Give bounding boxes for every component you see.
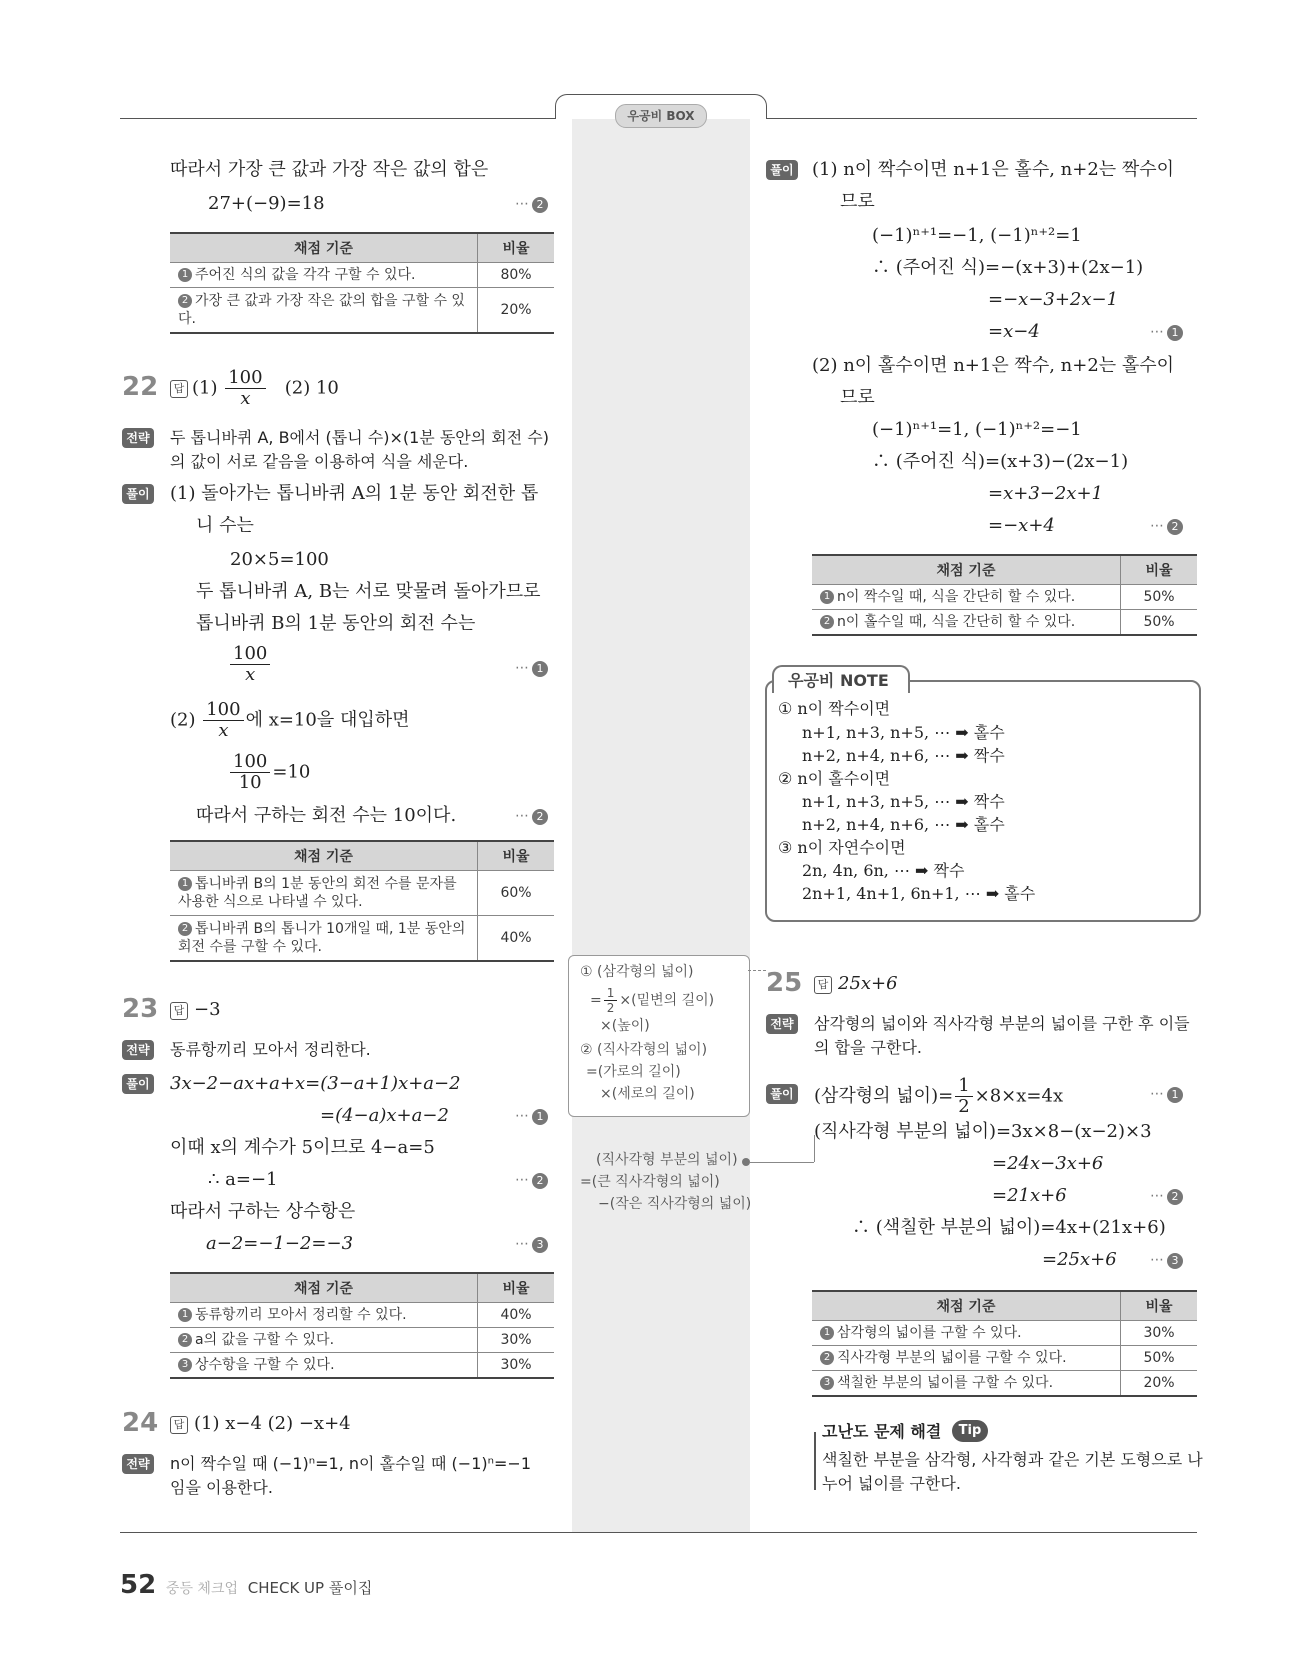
step-marker: ⋯ 2 xyxy=(515,1172,548,1189)
answer-25: 25x+6 xyxy=(838,973,898,994)
page-number: 52 xyxy=(120,1570,157,1600)
note-line: n+2, n+4, n+6, ⋯ ➡ 홀수 xyxy=(802,815,1005,834)
series-name: 중등 체크업 xyxy=(165,1581,238,1597)
middle-column-band xyxy=(572,112,750,1532)
sol-22-l7: $\frac{100}{10}$ =10 xyxy=(228,752,310,793)
step-marker: ⋯ 1 xyxy=(515,1108,548,1125)
sol-24-l1: (1) n이 짝수이면 n+1은 홀수, n+2는 짝수이 xyxy=(812,159,1175,180)
note-line: n+2, n+4, n+6, ⋯ ➡ 짝수 xyxy=(802,746,1005,765)
sol-25-l5: ∴ (색칠한 부분의 넓이)=4x+(21x+6) xyxy=(852,1217,1166,1238)
table-row: 2 톱니바퀴 B의 톱니가 10개일 때, 1분 동안의 회전 수를 구할 수 있다. 40% xyxy=(170,916,554,962)
side-note-line: (직사각형 부분의 넓이) xyxy=(596,1152,738,1168)
note-line: ③ n이 자연수이면 xyxy=(778,838,906,857)
step-marker: ⋯ 2 xyxy=(515,196,548,213)
grading-table-22 xyxy=(170,840,554,962)
answer-icon: 답 xyxy=(170,380,188,398)
side-note-line: −(작은 직사각형의 넓이) xyxy=(598,1196,752,1212)
connector-dot xyxy=(742,1158,750,1166)
strategy-24-line1: n이 짝수일 때 (−1)ⁿ=1, n이 홀수일 때 (−1)ⁿ=−1 xyxy=(170,1454,531,1473)
table-row: 2 a의 값을 구할 수 있다. 30% xyxy=(170,1328,554,1353)
connector xyxy=(750,1162,814,1163)
sol-25-l6: =25x+6 xyxy=(1042,1249,1117,1270)
step-marker: ⋯ 3 xyxy=(515,1236,548,1253)
sol-24-l10: ∴ (주어진 식)=(x+3)−(2x−1) xyxy=(872,451,1129,472)
connector xyxy=(748,970,766,971)
answer-icon: 답 xyxy=(814,976,832,994)
grading-table-24 xyxy=(812,554,1197,636)
tip-line1: 색칠한 부분을 삼각형, 사각형과 같은 기본 도형으로 나 xyxy=(822,1450,1203,1469)
sol-25-l1: (삼각형의 넓이)= $\frac{1}{2}$ ×8×x=4x xyxy=(814,1075,1064,1117)
strategy-tag: 전략 xyxy=(766,1014,798,1034)
grading-table-21 xyxy=(170,232,554,334)
table-row: 1 n이 짝수일 때, 식을 간단히 할 수 있다. 50% xyxy=(812,585,1197,610)
sol-22-l6: (2) $\frac{100}{x}$ 에 x=10을 대입하면 xyxy=(170,699,410,741)
strategy-tag: 전략 xyxy=(122,1454,154,1474)
strategy-22-line1: 두 톱니바퀴 A, B에서 (톱니 수)×(1분 동안의 회전 수) xyxy=(170,428,550,447)
table-row: 2 가장 큰 값과 가장 작은 값의 합을 구할 수 있다. 20% xyxy=(170,288,554,334)
side-note-line: ① (삼각형의 넓이) xyxy=(580,964,694,980)
table-header: 채점 기준 xyxy=(170,233,478,263)
answer-icon: 답 xyxy=(170,1416,188,1434)
table-row: 2 직사각형 부분의 넓이를 구할 수 있다. 50% xyxy=(812,1346,1197,1371)
strategy-22-line2: 의 값이 서로 같음을 이용하여 식을 세운다. xyxy=(170,452,469,471)
side-note-line: = $\frac{1}{2}$ ×(밑변의 길이) xyxy=(590,986,715,1015)
problem-number-22: 22 xyxy=(122,372,159,402)
strategy-25-line1: 삼각형의 넓이와 직사각형 부분의 넓이를 구한 후 이들 xyxy=(814,1014,1190,1033)
sol-24-l12: =−x+4 xyxy=(988,515,1055,536)
answer-24: (1) x−4 (2) −x+4 xyxy=(194,1413,351,1434)
grading-table-25 xyxy=(812,1290,1197,1397)
table-row: 1 주어진 식의 값을 각각 구할 수 있다. 80% xyxy=(170,263,554,288)
solution-tag: 풀이 xyxy=(766,160,798,180)
intro-eq: 27+(−9)=18 xyxy=(208,193,325,214)
answer-icon: 답 xyxy=(170,1002,188,1020)
table-header: 채점 기준 xyxy=(812,1291,1121,1321)
table-row: 2 n이 홀수일 때, 식을 간단히 할 수 있다. 50% xyxy=(812,610,1197,636)
side-note-line: =(큰 직사각형의 넓이) xyxy=(580,1174,720,1190)
note-line: ② n이 홀수이면 xyxy=(778,769,891,788)
sol-25-l3: =24x−3x+6 xyxy=(992,1153,1104,1174)
side-note-line: ② (직사각형의 넓이) xyxy=(580,1042,708,1058)
header-rule-right xyxy=(765,118,1197,119)
note-line: 2n+1, 4n+1, 6n+1, ⋯ ➡ 홀수 xyxy=(802,884,1036,903)
table-header: 비율 xyxy=(478,1273,555,1303)
note-title: 우공비 NOTE xyxy=(772,665,910,693)
table-row: 3 색칠한 부분의 넓이를 구할 수 있다. 20% xyxy=(812,1371,1197,1397)
problem-number-25: 25 xyxy=(766,968,803,998)
solution-tag: 풀이 xyxy=(766,1084,798,1104)
sol-22-l5: 톱니바퀴 B의 1분 동안의 회전 수는 xyxy=(196,613,476,634)
sol-24-l4: ∴ (주어진 식)=−(x+3)+(2x−1) xyxy=(872,257,1144,278)
tip-line2: 누어 넓이를 구한다. xyxy=(822,1474,961,1493)
sol-24-l3: (−1)ⁿ⁺¹=−1, (−1)ⁿ⁺²=1 xyxy=(872,225,1082,246)
table-header: 채점 기준 xyxy=(170,1273,478,1303)
side-note-line: ×(높이) xyxy=(600,1018,650,1034)
strategy-23: 동류항끼리 모아서 정리한다. xyxy=(170,1040,371,1059)
sol-24-l5: =−x−3+2x−1 xyxy=(988,289,1119,310)
step-marker: ⋯ 1 xyxy=(1150,1086,1183,1103)
sol-24-l11: =x+3−2x+1 xyxy=(988,483,1103,504)
side-note-line: ×(세로의 길이) xyxy=(600,1086,695,1102)
sol-22-l4: 두 톱니바퀴 A, B는 서로 맞물려 돌아가므로 xyxy=(196,581,541,602)
header-rule-left xyxy=(120,118,555,119)
footer-rule xyxy=(120,1532,1197,1533)
answer-23: −3 xyxy=(194,999,221,1020)
step-marker: ⋯ 3 xyxy=(1150,1252,1183,1269)
sol-22-frac1: $\frac{100}{x}$ xyxy=(228,644,272,685)
strategy-tag: 전략 xyxy=(122,1040,154,1060)
note-line: n+1, n+3, n+5, ⋯ ➡ 홀수 xyxy=(802,723,1005,742)
sol-22-l8: 따라서 구하는 회전 수는 10이다. xyxy=(196,805,457,826)
note-line: 2n, 4n, 6n, ⋯ ➡ 짝수 xyxy=(802,861,965,880)
book-title: CHECK UP 풀이집 xyxy=(247,1579,373,1597)
sol-23-e2: =(4−a)x+a−2 xyxy=(320,1105,449,1126)
footer xyxy=(120,1570,372,1600)
strategy-25-line2: 의 합을 구한다. xyxy=(814,1038,922,1057)
table-header: 비율 xyxy=(478,233,555,263)
sol-23-e4: ∴ a=−1 xyxy=(208,1169,278,1190)
step-marker: ⋯ 2 xyxy=(1150,518,1183,535)
table-row: 1 삼각형의 넓이를 구할 수 있다. 30% xyxy=(812,1321,1197,1346)
sol-23-e1: 3x−2−ax+a+x=(3−a+1)x+a−2 xyxy=(170,1073,461,1094)
sol-24-l2: 므로 xyxy=(840,191,875,212)
sol-24-l6: =x−4 xyxy=(988,321,1040,342)
tip-badge: Tip xyxy=(952,1420,988,1442)
table-header: 채점 기준 xyxy=(170,841,478,871)
side-note-line: =(가로의 길이) xyxy=(586,1064,681,1080)
problem-number-24: 24 xyxy=(122,1408,159,1438)
table-row: 3 상수항을 구할 수 있다. 30% xyxy=(170,1353,554,1379)
sol-25-l2: (직사각형 부분의 넓이)=3x×8−(x−2)×3 xyxy=(814,1121,1152,1142)
solution-tag: 풀이 xyxy=(122,484,154,504)
sol-22-l2: 니 수는 xyxy=(196,515,254,536)
sol-23-e3: 이때 x의 계수가 5이므로 4−a=5 xyxy=(170,1137,435,1158)
step-marker: ⋯ 2 xyxy=(515,808,548,825)
sol-25-l4: =21x+6 xyxy=(992,1185,1067,1206)
table-row: 1 톱니바퀴 B의 1분 동안의 회전 수를 문자를 사용한 식으로 나타낼 수 있다. 60% xyxy=(170,871,554,916)
table-header: 비율 xyxy=(1121,1291,1198,1321)
grading-table-23 xyxy=(170,1272,554,1379)
table-header: 채점 기준 xyxy=(812,555,1121,585)
step-marker: ⋯ 1 xyxy=(1150,324,1183,341)
sol-24-l8: 므로 xyxy=(840,387,875,408)
sol-22-l3: 20×5=100 xyxy=(230,549,329,570)
sol-22-l1: (1) 돌아가는 톱니바퀴 A의 1분 동안 회전한 톱 xyxy=(170,483,539,504)
intro-line: 따라서 가장 큰 값과 가장 작은 값의 합은 xyxy=(170,159,489,180)
answer-22: (1) $\frac{100}{x}$ (2) 10 xyxy=(192,367,339,409)
sol-24-l9: (−1)ⁿ⁺¹=1, (−1)ⁿ⁺²=−1 xyxy=(872,419,1082,440)
note-line: n+1, n+3, n+5, ⋯ ➡ 짝수 xyxy=(802,792,1005,811)
step-marker: ⋯ 1 xyxy=(515,660,548,677)
table-header: 비율 xyxy=(478,841,555,871)
note-line: ① n이 짝수이면 xyxy=(778,699,891,718)
solution-tag: 풀이 xyxy=(122,1074,154,1094)
sol-23-e5: 따라서 구하는 상수항은 xyxy=(170,1201,356,1222)
tip-title: 고난도 문제 해결 xyxy=(822,1422,942,1441)
step-marker: ⋯ 2 xyxy=(1150,1188,1183,1205)
problem-number-23: 23 xyxy=(122,994,159,1024)
strategy-tag: 전략 xyxy=(122,428,154,448)
tip-rule xyxy=(814,1432,816,1490)
box-label: 우공비 BOX xyxy=(615,104,707,128)
sol-23-e6: a−2=−1−2=−3 xyxy=(206,1233,354,1254)
strategy-24-line2: 임을 이용한다. xyxy=(170,1478,273,1497)
table-row: 1 동류항끼리 모아서 정리할 수 있다. 40% xyxy=(170,1303,554,1328)
sol-24-l7: (2) n이 홀수이면 n+1은 짝수, n+2는 홀수이 xyxy=(812,355,1175,376)
table-header: 비율 xyxy=(1121,555,1198,585)
